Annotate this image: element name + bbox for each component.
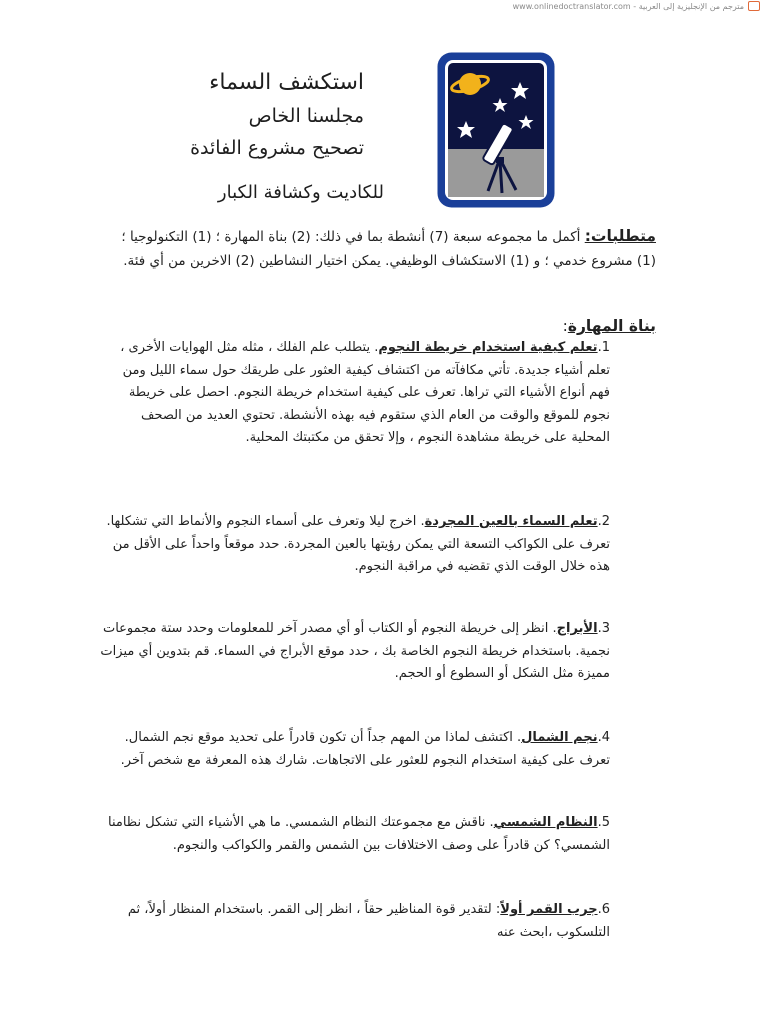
skill-builders-label: بناة المهارة xyxy=(567,317,656,335)
item-heading: النظام الشمسي xyxy=(493,815,598,830)
item-body: . ناقش مع مجموعتك النظام الشمسي. ما هي الأشياء التي تشكل نظامنا الشمسي؟ كن قادراً على وصف الاختلافات بين الشمس والقمر والكواكب والنجوم. xyxy=(108,815,610,853)
item-number: 5. xyxy=(597,815,610,830)
requirements-paragraph xyxy=(110,224,656,273)
item-heading: تعلم كيفية استخدام خريطة النجوم xyxy=(378,340,598,355)
item-number: 3. xyxy=(597,621,610,636)
page-subtitle-2: تصحيح مشروع الفائدة xyxy=(190,137,364,159)
item-number: 4. xyxy=(597,730,610,745)
requirements-label: متطلبات: xyxy=(584,227,656,245)
skill-builders-heading: بناة المهارة: xyxy=(562,317,656,335)
item-number: 6. xyxy=(597,902,610,917)
item-number: 2. xyxy=(597,514,610,529)
item-number: 1. xyxy=(597,340,610,355)
activity-item-6 xyxy=(100,899,656,944)
translator-watermark xyxy=(513,0,760,12)
item-heading: الأبراج xyxy=(556,621,598,636)
badge-telescope-icon xyxy=(436,51,556,209)
requirements-text: أكمل ما مجموعه سبعة (7) أنشطة بما في ذلك: (2) بناة المهارة ؛ (1) التكنولوجيا ؛ (1) مشروع خدمي ؛ و (1) الاستكشاف الوظيفي. يمكن اختيار النشاطين (2) الاخرين من أي فئة. xyxy=(121,229,656,269)
item-body: . اخرج ليلا وتعرف على أسماء النجوم والأنماط التي تشكلها. تعرف على الكواكب التسعة التي يمكن رؤيتها بالعين المجردة. حدد موقعاً واحداً على الأقل من هذه خلال الوقت الذي تقضيه في مراقبة النجوم. xyxy=(106,514,610,574)
item-heading: جرب القمر أولاً xyxy=(500,902,598,917)
item-body: : لتقدير قوة المناظير حقاً ، انظر إلى القمر. باستخدام المنظار أولاً، ثم التلسكوب ،ابحث عنه xyxy=(127,902,610,940)
item-heading: تعلم السماء بالعين المجردة xyxy=(424,514,598,529)
organization-line: للكاديت وكشافة الكبار xyxy=(217,182,384,203)
activity-item-3 xyxy=(100,618,656,686)
watermark-text: مترجم من الإنجليزية إلى العربية - www.onlinedoctranslator.com xyxy=(512,1,744,11)
item-heading: نجم الشمال xyxy=(521,730,598,745)
activity-item-1 xyxy=(100,337,656,450)
page-title: استكشف السماء xyxy=(209,70,364,95)
activity-item-4 xyxy=(100,727,656,772)
item-body: . يتطلب علم الفلك ، مثله مثل الهوايات الأخرى ، تعلم أشياء جديدة. تأتي مكافآته من اكتشاف كيفية العثور على طريقك حول سماء الليل ومن فهم أنواع الأشياء التي تراها. تعرف على كيفية استخدام خريطة النجوم. احصل على خريطة نجوم للموقع والوقت من العام الذي ستقوم فيه بهذه الأنشطة. تحتوي العديد من الصحف المحلية على خريطة مشاهدة النجوم ، وإلا تحقق من مكتبتك المحلية. xyxy=(120,340,610,445)
item-body: . اكتشف لماذا من المهم جداً أن تكون قادراً على تحديد موقع نجم الشمال. تعرف على كيفية استخدام النجوم للعثور على الاتجاهات. شارك هذه المعرفة مع شخص آخر. xyxy=(120,730,610,768)
activity-item-2 xyxy=(100,511,656,579)
page-subtitle: مجلسنا الخاص xyxy=(248,105,364,127)
item-body: . انظر إلى خريطة النجوم أو الكتاب أو أي مصدر آخر للمعلومات وحدد ستة مجموعات نجمية. باستخدام خريطة النجوم الخاصة بك ، حدد موقع الأبراج في السماء. قم بتدوين أي ميزات مميزة مثل الشكل أو السطوع أو الحجم. xyxy=(100,621,610,681)
activity-item-5 xyxy=(100,812,656,857)
translator-logo-icon xyxy=(748,1,760,11)
title-block xyxy=(150,66,364,164)
